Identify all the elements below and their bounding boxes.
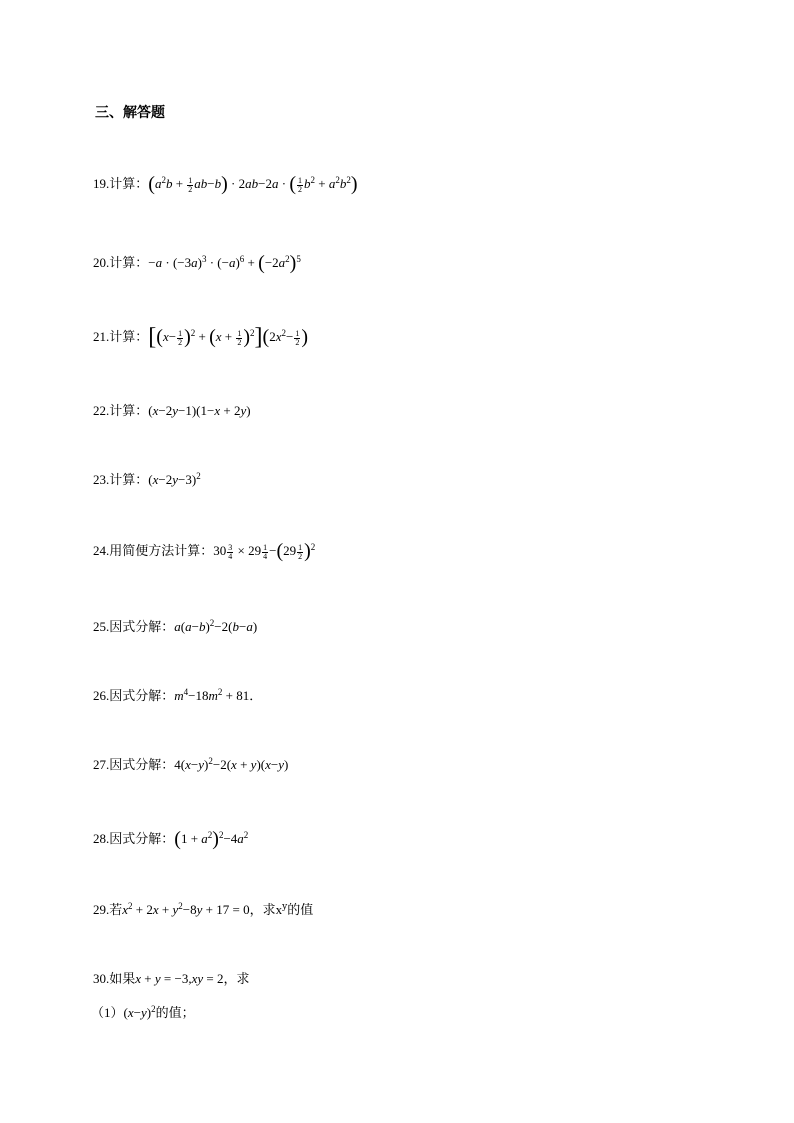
question-number: 30. — [93, 971, 110, 986]
question-number: 23. — [93, 472, 110, 487]
question-number: 24. — [93, 543, 110, 558]
question-suffix-sup: y — [282, 902, 288, 912]
question-label: 计算： — [109, 176, 149, 191]
question-29 — [93, 900, 313, 921]
question-number: 28. — [93, 831, 110, 846]
math-expression: $-a \cdot (-3a)^3 \cdot (-a)^6 + (-2a^2)^5$ — [148, 252, 301, 274]
math-expression: $(x-y)^2$ — [123, 1004, 156, 1020]
question-label: 因式分解： — [109, 688, 175, 703]
question-label: 因式分解： — [109, 831, 175, 846]
question-20 — [93, 253, 301, 274]
question-23 — [93, 470, 201, 491]
question-number: 19. — [93, 176, 110, 191]
question-22 — [93, 401, 251, 422]
question-number: 25. — [93, 619, 110, 634]
math-expression: ($a^2b$ + $\frac{1}{2}$ ab−b) · 2ab−2a · ( $\frac{1}{2}$ $b^2 + a^2b^2$) — [148, 173, 358, 195]
question-number: 26. — [93, 688, 110, 703]
question-number: 22. — [93, 403, 110, 418]
question-25 — [93, 617, 257, 638]
question-label: 因式分解： — [109, 619, 175, 634]
sub-question-1 — [91, 1003, 195, 1024]
math-expression: (x−2y−1)(1−x + 2y) — [148, 403, 251, 418]
question-number: 29. — [93, 902, 110, 917]
math-expression: $(1 + a^2)^2-4a^2$ — [174, 828, 249, 850]
question-label: 计算： — [109, 403, 149, 418]
question-label: 计算： — [109, 472, 149, 487]
sub-question-label: （1） — [91, 1005, 124, 1020]
question-28 — [93, 829, 248, 850]
question-30 — [93, 969, 250, 990]
question-label: 因式分解： — [109, 757, 175, 772]
question-suffix: ，求 — [223, 971, 250, 986]
math-expression: x + y = −3,xy = 2 — [135, 971, 224, 986]
question-label: 如果 — [109, 971, 136, 986]
math-expression: $4(x-y)^2-2(x + y)(x-y)$ — [174, 756, 289, 772]
math-expression: [(x− $\frac{1}{2}$ )$^2$ + (x + $\frac{1}{2}$ )$^2](2x^2-$ $\frac{1}{2}$ ) — [148, 324, 309, 350]
math-expression: 30 $\frac{3}{4}$ × 29 $\frac{1}{4}$ −(29 $\frac{1}{2}$ )$^2$ — [213, 540, 316, 562]
question-number: 27. — [93, 757, 110, 772]
question-suffix: ，求x — [249, 902, 283, 917]
sub-question-suffix: 的值； — [155, 1005, 195, 1020]
question-label: 用简便方法计算： — [109, 543, 214, 558]
math-expression: $a(a-b)^2-2(b-a)$ — [174, 618, 258, 634]
question-21 — [93, 324, 309, 350]
math-expression: $x^2 + 2x + y^2-8y + 17 = 0$ — [122, 901, 250, 917]
question-suffix-end: 的值 — [287, 902, 314, 917]
question-number: 21. — [93, 329, 110, 344]
question-24 — [93, 541, 315, 562]
question-19 — [93, 174, 358, 195]
question-label: 计算： — [109, 329, 149, 344]
question-number: 20. — [93, 255, 110, 270]
question-label: 计算： — [109, 255, 149, 270]
question-26 — [93, 686, 262, 707]
question-label: 若 — [109, 902, 123, 917]
math-expression: $(x-2y-3)^2$ — [148, 471, 201, 487]
section-title: 三、解答题 — [95, 105, 165, 121]
math-expression: $m^4-18m^2 + 81$． — [174, 687, 263, 703]
question-27 — [93, 755, 288, 776]
